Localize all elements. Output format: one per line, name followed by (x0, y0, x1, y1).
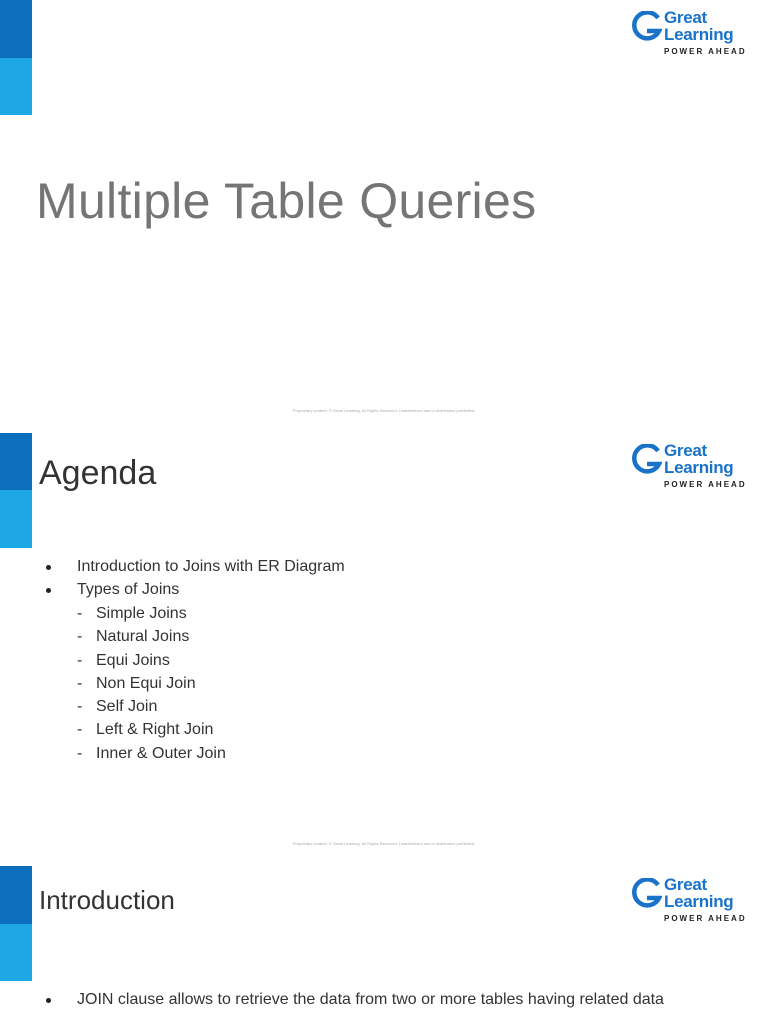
logo-tagline: POWER AHEAD (664, 480, 747, 489)
introduction-slide (0, 866, 768, 1024)
list-item-text: Natural Joins (96, 628, 190, 646)
logo-tagline: POWER AHEAD (664, 47, 747, 56)
title-slide (0, 0, 768, 432)
logo-tagline: POWER AHEAD (664, 914, 747, 923)
g-logo-icon (632, 444, 662, 476)
great-learning-logo (632, 9, 748, 59)
list-item-text: JOIN clause allows to retrieve the data from two or more tables having related data (77, 991, 664, 1008)
list-item: - Equi Joins (77, 651, 170, 669)
bullet-dot-icon (46, 565, 51, 570)
copyright-footer: Proprietary content. © Great Learning. All Rights Reserved. Unauthorized use or distribution prohibited. (292, 841, 476, 846)
great-learning-logo (632, 442, 748, 492)
logo-word-learning: Learning (664, 25, 734, 44)
accent-bar-light (0, 490, 32, 548)
list-item (46, 988, 664, 1011)
list-item-text: Simple Joins (96, 605, 187, 622)
slide-title: Introduction (39, 885, 175, 915)
logo-word-great: Great (664, 875, 707, 894)
accent-bar-dark (0, 433, 32, 490)
list-item: - Non Equi Join (77, 674, 196, 692)
list-item: - Left & Right Join (77, 721, 214, 739)
list-item: - Self Join (77, 698, 158, 716)
list-item: - Simple Joins (77, 605, 187, 622)
list-item: - Inner & Outer Join (77, 744, 226, 762)
list-item-text: Non Equi Join (96, 674, 196, 692)
great-learning-logo (632, 876, 748, 926)
join-types-sublist (77, 602, 226, 765)
g-logo-icon (632, 11, 662, 43)
list-item-text: Self Join (96, 698, 158, 716)
list-item-text: Equi Joins (96, 651, 170, 669)
list-item (46, 555, 345, 578)
list-item-text: Inner & Outer Join (96, 744, 226, 762)
logo-word-learning: Learning (664, 458, 734, 477)
slide-title: Agenda (39, 454, 157, 492)
list-item: - Natural Joins (77, 628, 190, 646)
logo-word-great: Great (664, 8, 707, 27)
agenda-slide (0, 432, 768, 866)
copyright-footer: Proprietary content. © Great Learning. All Rights Reserved. Unauthorized use or distribution prohibited. (292, 408, 476, 413)
bullet-dot-icon (46, 998, 51, 1003)
agenda-bullet-list (46, 555, 345, 602)
list-item-text: Types of Joins (77, 581, 180, 599)
intro-bullet-list (46, 988, 664, 1011)
g-logo-icon (632, 878, 662, 910)
list-item (46, 578, 345, 601)
bullet-dot-icon (46, 588, 51, 593)
presentation-title: Multiple Table Queries (36, 173, 537, 229)
logo-word-learning: Learning (664, 892, 734, 911)
accent-bar-dark (0, 866, 32, 924)
logo-word-great: Great (664, 441, 707, 460)
list-item-text: Introduction to Joins with ER Diagram (77, 558, 345, 575)
accent-bar-dark (0, 0, 32, 58)
accent-bar-light (0, 58, 32, 115)
accent-bar-light (0, 924, 32, 981)
list-item-text: Left & Right Join (96, 721, 214, 739)
